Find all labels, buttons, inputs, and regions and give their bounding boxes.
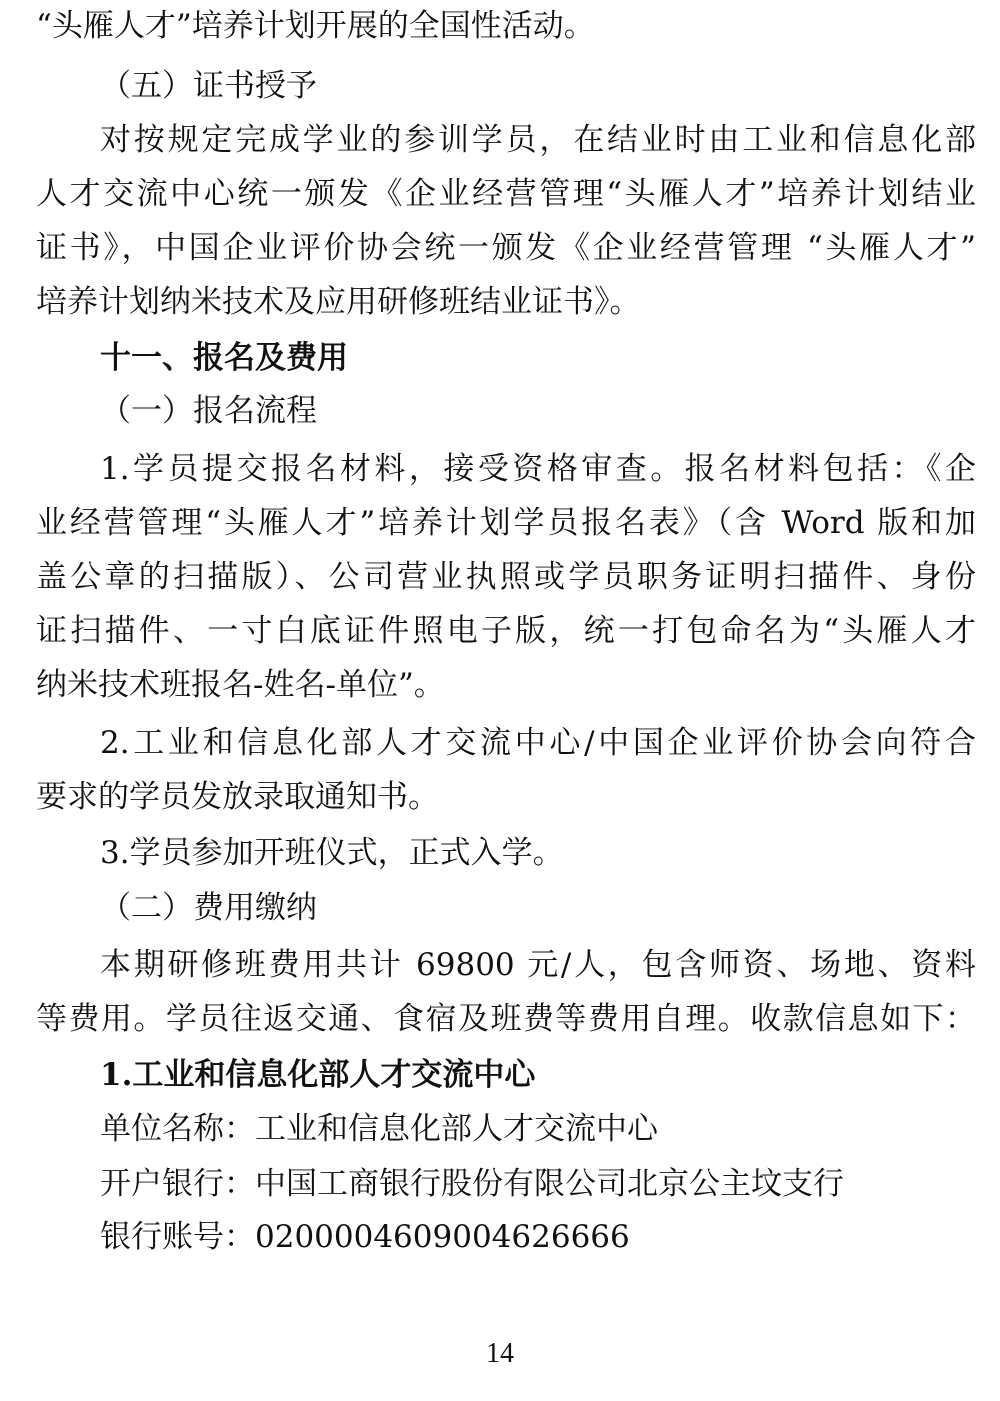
certificate-heading: （五）证书授予 xyxy=(100,68,317,104)
section-heading: 十一、报名及费用 xyxy=(100,340,348,376)
paragraph-line: 2.工业和信息化部人才交流中心/中国企业评价协会向符合 xyxy=(100,725,976,761)
paragraph-line: 业经营管理“头雁人才”培养计划学员报名表》（含 Word 版和加 xyxy=(36,505,976,541)
paragraph-line: 证扫描件、一寸白底证件照电子版，统一打包命名为“头雁人才 xyxy=(36,613,976,649)
paragraph-line: 人才交流中心统一颁发《企业经营管理“头雁人才”培养计划结业 xyxy=(36,176,976,212)
paragraph-line: 等费用。学员往返交通、食宿及班费等费用自理。收款信息如下： xyxy=(36,1001,976,1037)
paragraph-line: 1.学员提交报名材料，接受资格审查。报名材料包括：《企 xyxy=(100,451,976,487)
subsection-heading-process: （一）报名流程 xyxy=(100,393,317,429)
subsection-heading-fees: （二）费用缴纳 xyxy=(100,890,317,926)
paragraph-line: 对按规定完成学业的参训学员，在结业时由工业和信息化部 xyxy=(100,122,976,158)
paragraph-line: 培养计划纳米技术及应用研修班结业证书》。 xyxy=(36,284,641,320)
paragraph-line: 要求的学员发放录取通知书。 xyxy=(36,779,439,815)
paragraph-line: 3.学员参加开班仪式，正式入学。 xyxy=(100,835,564,871)
paragraph-line: 本期研修班费用共计 69800 元/人，包含师资、场地、资料 xyxy=(100,947,976,983)
paragraph-line: 证书》，中国企业评价协会统一颁发《企业经营管理 “头雁人才” xyxy=(36,230,976,266)
payee-heading: 1.工业和信息化部人才交流中心 xyxy=(100,1057,536,1093)
intro-line: “头雁人才”培养计划开展的全国性活动。 xyxy=(36,8,595,44)
paragraph-line: 盖公章的扫描版）、公司营业执照或学员职务证明扫描件、身份 xyxy=(36,559,976,595)
payee-bank: 开户银行：中国工商银行股份有限公司北京公主坟支行 xyxy=(100,1166,844,1202)
payee-name: 单位名称：工业和信息化部人才交流中心 xyxy=(100,1111,658,1147)
page-number: 14 xyxy=(486,1338,514,1369)
payee-account: 银行账号：0200004609004626666 xyxy=(100,1219,630,1255)
paragraph-line: 纳米技术班报名-姓名-单位”。 xyxy=(36,667,445,703)
